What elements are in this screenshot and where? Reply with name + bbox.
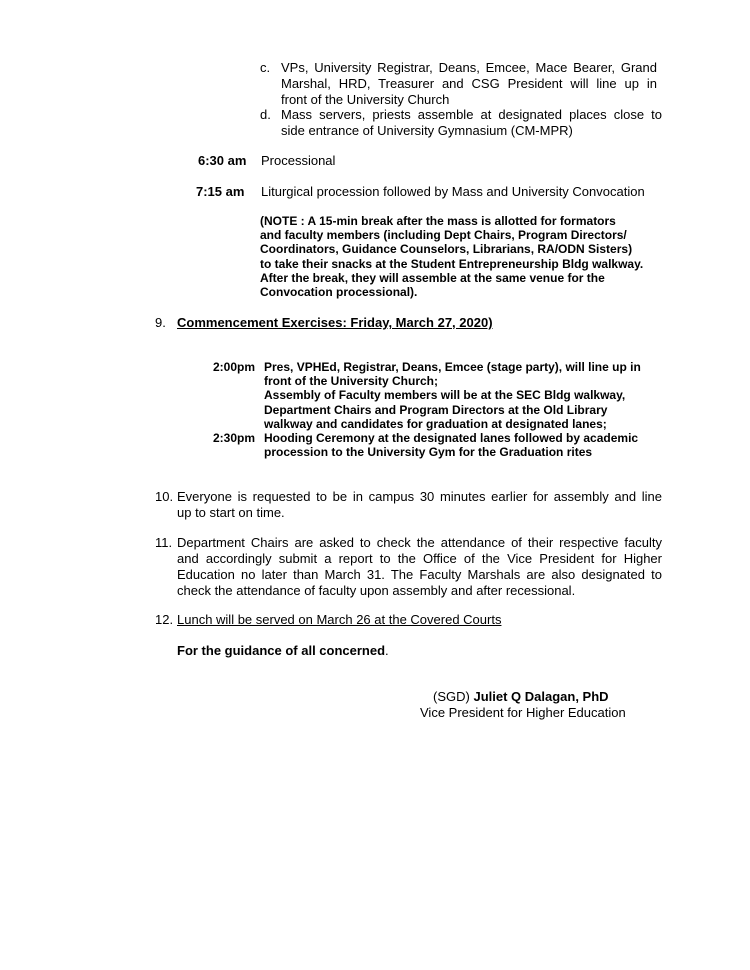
item-c-line: VPs, University Registrar, Deans, Emcee, Mace Bearer, Grand bbox=[281, 60, 657, 75]
commencement-time: 2:30pm bbox=[213, 431, 256, 445]
item-10-number: 10. bbox=[155, 489, 174, 504]
commencement-time: 2:00pm bbox=[213, 360, 256, 374]
item-d-line: side entrance of University Gymnasium (CM-MPR) bbox=[281, 123, 573, 138]
item-11-text bbox=[177, 535, 662, 599]
item-c-line: Marshal, HRD, Treasurer and CSG President will line up in bbox=[281, 76, 657, 91]
commencement-block-2 bbox=[264, 431, 638, 459]
schedule-text: Liturgical procession followed by Mass and University Convocation bbox=[261, 184, 645, 199]
signature-line bbox=[433, 689, 609, 705]
item-11-number: 11. bbox=[155, 535, 173, 550]
commencement-heading: Commencement Exercises: Friday, March 27, 2020) bbox=[177, 315, 493, 330]
item-d-letter: d. bbox=[260, 107, 271, 122]
item-d-text bbox=[281, 107, 662, 139]
item-c-letter: c. bbox=[260, 60, 271, 75]
note-line: and faculty members (including Dept Chairs, Program Directors/ bbox=[260, 228, 627, 243]
item-11-line: and accordingly submit a report to the Office of the Vice President for Higher bbox=[177, 551, 662, 566]
item-11-line: check the attendance of faculty upon assembly and after recessional. bbox=[177, 583, 576, 598]
commencement-line: Hooding Ceremony at the designated lanes followed by academic bbox=[264, 431, 639, 445]
guidance-line bbox=[177, 643, 389, 659]
item-10-line: Everyone is requested to be in campus 30 minutes earlier for assembly and line bbox=[177, 489, 662, 504]
item-9-number: 9. bbox=[155, 315, 166, 330]
guidance-period: . bbox=[385, 643, 389, 658]
schedule-time: 6:30 am bbox=[198, 153, 247, 168]
commencement-line: Assembly of Faculty members will be at the SEC Bldg walkway, bbox=[264, 388, 626, 403]
item-d-line: Mass servers, priests assemble at designated places close to bbox=[281, 107, 662, 122]
commencement-line: Pres, VPHEd, Registrar, Deans, Emcee (stage party), will line up in bbox=[264, 360, 641, 374]
schedule-text: Processional bbox=[261, 153, 336, 168]
signature-sgd: (SGD) bbox=[433, 689, 470, 704]
note-line: (NOTE : A 15-min break after the mass is allotted for formators bbox=[260, 214, 616, 228]
schedule-time: 7:15 am bbox=[196, 184, 245, 199]
note-line: to take their snacks at the Student Entrepreneurship Bldg walkway. bbox=[260, 256, 644, 271]
item-10-line: up to start on time. bbox=[177, 505, 285, 520]
item-11-line: Department Chairs are asked to check the attendance of their respective faculty bbox=[177, 535, 662, 550]
commencement-line: walkway and candidates for graduation at designated lanes; bbox=[264, 416, 607, 431]
commencement-line: Department Chairs and Program Directors at the Old Library bbox=[264, 402, 608, 417]
item-11-line: Education no later than March 31. The Faculty Marshals are also designated to bbox=[177, 567, 662, 582]
signatory-title: Vice President for Higher Education bbox=[420, 705, 626, 720]
item-12-number: 12. bbox=[155, 612, 174, 627]
item-c-line: front of the University Church bbox=[281, 92, 450, 107]
note-line: Coordinators, Guidance Counselors, Librarians, RA/ODN Sisters) bbox=[260, 242, 633, 257]
signatory-name: Juliet Q Dalagan, PhD bbox=[473, 689, 609, 704]
mass-break-note bbox=[260, 214, 643, 299]
commencement-line: front of the University Church; bbox=[264, 374, 439, 389]
item-c-text bbox=[281, 60, 657, 108]
lunch-notice: Lunch will be served on March 26 at the Covered Courts bbox=[177, 612, 502, 627]
guidance-text: For the guidance of all concerned bbox=[177, 643, 386, 658]
commencement-line: procession to the University Gym for the Graduation rites bbox=[264, 445, 593, 460]
note-line: Convocation processional). bbox=[260, 285, 418, 300]
commencement-block-1 bbox=[264, 360, 641, 431]
item-10-text bbox=[177, 489, 662, 521]
note-line: After the break, they will assemble at the same venue for the bbox=[260, 270, 605, 285]
